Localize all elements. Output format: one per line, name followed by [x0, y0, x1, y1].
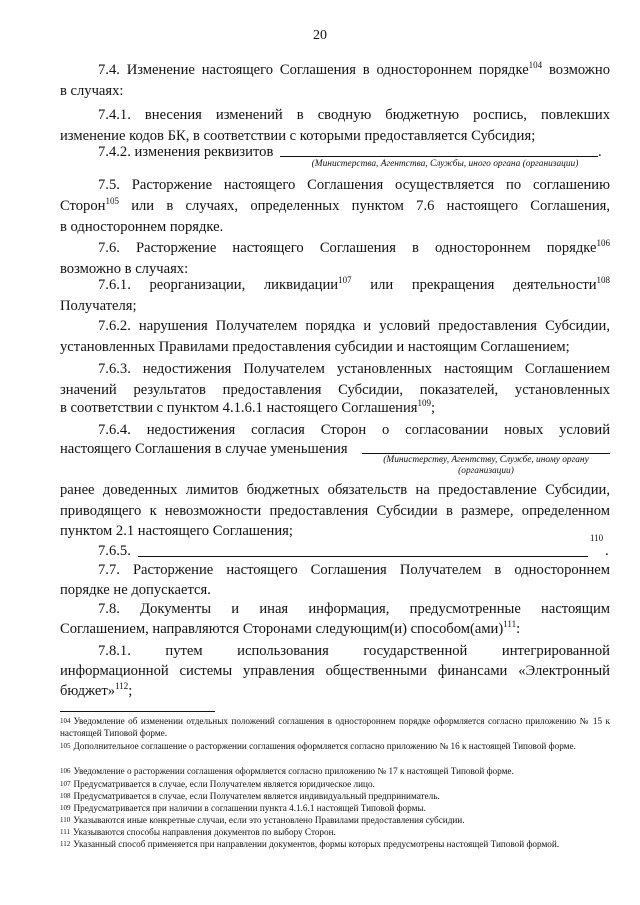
- paragraph-7-6-4-line1: 7.6.4. недостижения согласия Сторон о согласовании новых условий: [98, 422, 610, 438]
- paragraph-7-6-2-line2: установленных Правилами предоставления субсидии и настоящим Соглашением;: [60, 339, 570, 355]
- footnote-105: $^{105}$ Дополнительное соглашение о расторжении соглашения оформляется согласно приложению № 16 к настоящей Типовой форме.: [60, 741, 576, 751]
- paragraph-7-6-4-cont-line3: пунктом 2.1 настоящего Соглашения;: [60, 523, 293, 539]
- paragraph-7-6-4-line2: настоящего Соглашения в случае уменьшения: [60, 441, 348, 457]
- paragraph-7-4-line2: в случаях:: [60, 83, 124, 99]
- paragraph-7-4-2: 7.4.2. изменения реквизитов: [98, 144, 274, 160]
- footnote-ref-107: 107: [338, 275, 352, 286]
- blank-line-other-cases: [138, 556, 588, 557]
- paragraph-7-8-1-line1: 7.8.1. путем использования государственной интегрированной: [98, 643, 610, 659]
- paragraph-7-6-3-line1: 7.6.3. недостижения Получателем установленных настоящим Соглашением: [98, 361, 610, 377]
- footnote-ref-105: 105: [105, 196, 119, 207]
- paragraph-7-6-1-line2: Получателя;: [60, 298, 137, 314]
- page-number: 20: [313, 28, 327, 43]
- footnote-ref-106: 106: [596, 238, 610, 249]
- paragraph-7-7-line2: порядке не допускается.: [60, 582, 211, 598]
- paragraph-7-6-4-cont-line2: приводящего к невозможности предоставления Субсидии в размере, определенном: [60, 503, 610, 519]
- footnote-ref-108: 108: [596, 275, 611, 286]
- paragraph-7-6-line2: возможно в случаях:: [60, 261, 189, 277]
- footnote-ref-112: 112: [115, 681, 129, 692]
- footnote-107: $^{107}$ Предусматривается в случае, если Получателем является юридическое лицо.: [60, 779, 375, 789]
- paragraph-7-8-line2: Соглашением, направляются Сторонами следующим(и) способом(ами)$^{111}$:: [60, 619, 521, 637]
- caption-ministry-dative-1: (Министерству, Агентству, Службе, иному органу: [383, 455, 589, 465]
- footnote-110: $^{110}$ Указываются иные конкретные случаи, если это установлено Правилами предоставления субсидии.: [60, 815, 465, 825]
- footnote-112: $^{112}$ Указанный способ применяется при направлении документов, формы которых предусмотрены настоящей Типовой формой.: [60, 839, 560, 849]
- paragraph-7-4-line1: 7.4. Изменение настоящего Соглашения в одностороннем порядке$^{104}$ возможно: [98, 60, 610, 78]
- footnote-111: $^{111}$ Указываются способы направления документов по выбору Сторон.: [60, 827, 336, 837]
- paragraph-7-5-line3: в одностороннем порядке.: [60, 219, 224, 235]
- footnote-108: $^{108}$ Предусматривается в случае, если Получателем является индивидуальный предприниматель.: [60, 791, 440, 801]
- blank-line-requisites: [280, 156, 598, 157]
- paragraph-7-6-3-line2: значений результатов предоставления Субсидии, показателей, установленных: [60, 382, 610, 398]
- paragraph-7-8-1-line3: бюджет»$^{112}$;: [60, 681, 133, 699]
- paragraph-7-6-3-line3: в соответствии с пунктом 4.1.6.1 настоящего Соглашения$^{109}$;: [60, 398, 436, 416]
- paragraph-7-8-line1: 7.8. Документы и иная информация, предусмотренные настоящим: [98, 601, 610, 617]
- blank-line-ministry: [362, 453, 610, 454]
- footnote-separator: [60, 711, 215, 712]
- paragraph-7-6-1-line1: 7.6.1. реорганизации, ликвидации$^{107}$ или прекращения деятельности$^{108}$: [98, 275, 611, 293]
- caption-ministry: (Министерства, Агентства, Службы, иного органа (организации): [311, 159, 579, 169]
- paragraph-7-8-1-line2: информационной системы управления общественными финансами «Электронный: [60, 663, 610, 679]
- paragraph-7-7-line1: 7.7. Расторжение настоящего Соглашения Получателем в одностороннем: [98, 562, 610, 578]
- document-page: 20 7.4. Изменение настоящего Соглашения в одностороннем порядке$^{104}$ возможно в случаях: 7.4.1. внесения изменений в сводную бюджетную роспись, повлекших изменение кодов БК, в соответствии с которыми предоставляется Субсидия; 7.4.2. изменения реквизитов . (Министерства, Агентства, Службы, иного органа (организации) 7.5. Расторжение настоящего Соглашения осуществляется по соглашению Сторон$^{105}$ или в случаях, определенных пунктом 7.6 настоящего Соглашения, в одностороннем порядке. 7.6. Расторжение настоящего Соглашения в одностороннем порядке$^{106}$ возможно в случаях: 7.6.1. реорганизации, ликвидации$^{107}$ или прекращения деятельности$^{108}$ Получателя; 7.6.2. нарушения Получателем порядка и условий предоставления Субсидии, установленных Правилами предоставления субсидии и настоящим Соглашением; 7.6.3. недостижения Получателем установленных настоящим Соглашением значений результатов предоставления Субсидии, показателей, установленных в соответствии с пунктом 4.1.6.1 настоящего Соглашения$^{109}$; 7.6.4. недостижения согласия Сторон о согласовании новых условий настоящего Соглашения в случае уменьшения (Министерству, Агентству, Службе, иному органу (организации) ранее доведенных лимитов бюджетных обязательств на предоставление Субсидии, приводящего к невозможности предоставления Субсидии в размере, определенном пунктом 2.1 настоящего Соглашения; 7.6.5. 110 . 7.7. Расторжение настоящего Соглашения Получателем в одностороннем порядке не допускается. 7.8. Документы и иная информация, предусмотренные настоящим Соглашением, направляются Сторонами следующим(и) способом(ами)$^{111}$: 7.8.1. путем использования государственной интегрированной информационной системы управления общественными финансами «Электронный бюджет»$^{112}$; $^{104}$ Уведомление об изменении отдельных положений соглашения в одностороннем порядке оформляется согласно приложению № 15 к настоящей Типовой форме. $^{105}$ Дополнительное соглашение о расторжении соглашения оформляется согласно приложению № 16 к настоящей Типовой форме. $^{106}$ Уведомление о расторжении соглашения оформляется согласно приложению № 17 к настоящей Типовой форме. $^{107}$ Предусматривается в случае, если Получателем является юридическое лицо. $^{108}$ Предусматривается в случае, если Получателем является индивидуальный предприниматель. $^{109}$ Предусматривается при наличии в соглашении пункта 4.1.6.1 настоящей Типовой формы. $^{110}$ Указываются иные конкретные случаи, если это установлено Правилами предоставления субсидии. $^{111}$ Указываются способы направления документов по выбору Сторон. $^{112}$ Указанный способ применяется при направлении документов, формы которых предусмотрены настоящей Типовой формой.: [0, 0, 640, 905]
- footnote-ref-111: 111: [503, 619, 517, 630]
- footnote-109: $^{109}$ Предусматривается при наличии в соглашении пункта 4.1.6.1 настоящей Типовой формы.: [60, 803, 426, 813]
- footnote-106: $^{106}$ Уведомление о расторжении соглашения оформляется согласно приложению № 17 к настоящей Типовой форме.: [60, 766, 514, 776]
- paragraph-7-6-line1: 7.6. Расторжение настоящего Соглашения в одностороннем порядке$^{106}$: [98, 238, 610, 256]
- paragraph-7-5-line1: 7.5. Расторжение настоящего Соглашения осуществляется по соглашению: [98, 177, 610, 193]
- paragraph-7-5-line2: Сторон$^{105}$ или в случаях, определенных пунктом 7.6 настоящего Соглашения,: [60, 196, 610, 214]
- paragraph-7-6-4-cont-line1: ранее доведенных лимитов бюджетных обязательств на предоставление Субсидии,: [60, 482, 610, 498]
- caption-ministry-dative-2: (организации): [458, 466, 514, 476]
- footnote-ref-109: 109: [417, 398, 432, 409]
- paragraph-7-4-1-line2: изменение кодов БК, в соответствии с которыми предоставляется Субсидия;: [60, 128, 536, 144]
- footnote-104: $^{104}$ Уведомление об изменении отдельных положений соглашения в одностороннем порядке оформляется согласно приложению № 15 к настоящей Типовой форме.: [60, 716, 610, 738]
- paragraph-7-4-1-line1: 7.4.1. внесения изменений в сводную бюджетную роспись, повлекших: [98, 107, 610, 123]
- paragraph-7-6-5: 7.6.5.: [98, 543, 131, 559]
- footnote-ref-104: 104: [528, 60, 543, 71]
- paragraph-7-6-2-line1: 7.6.2. нарушения Получателем порядка и условий предоставления Субсидии,: [98, 318, 610, 334]
